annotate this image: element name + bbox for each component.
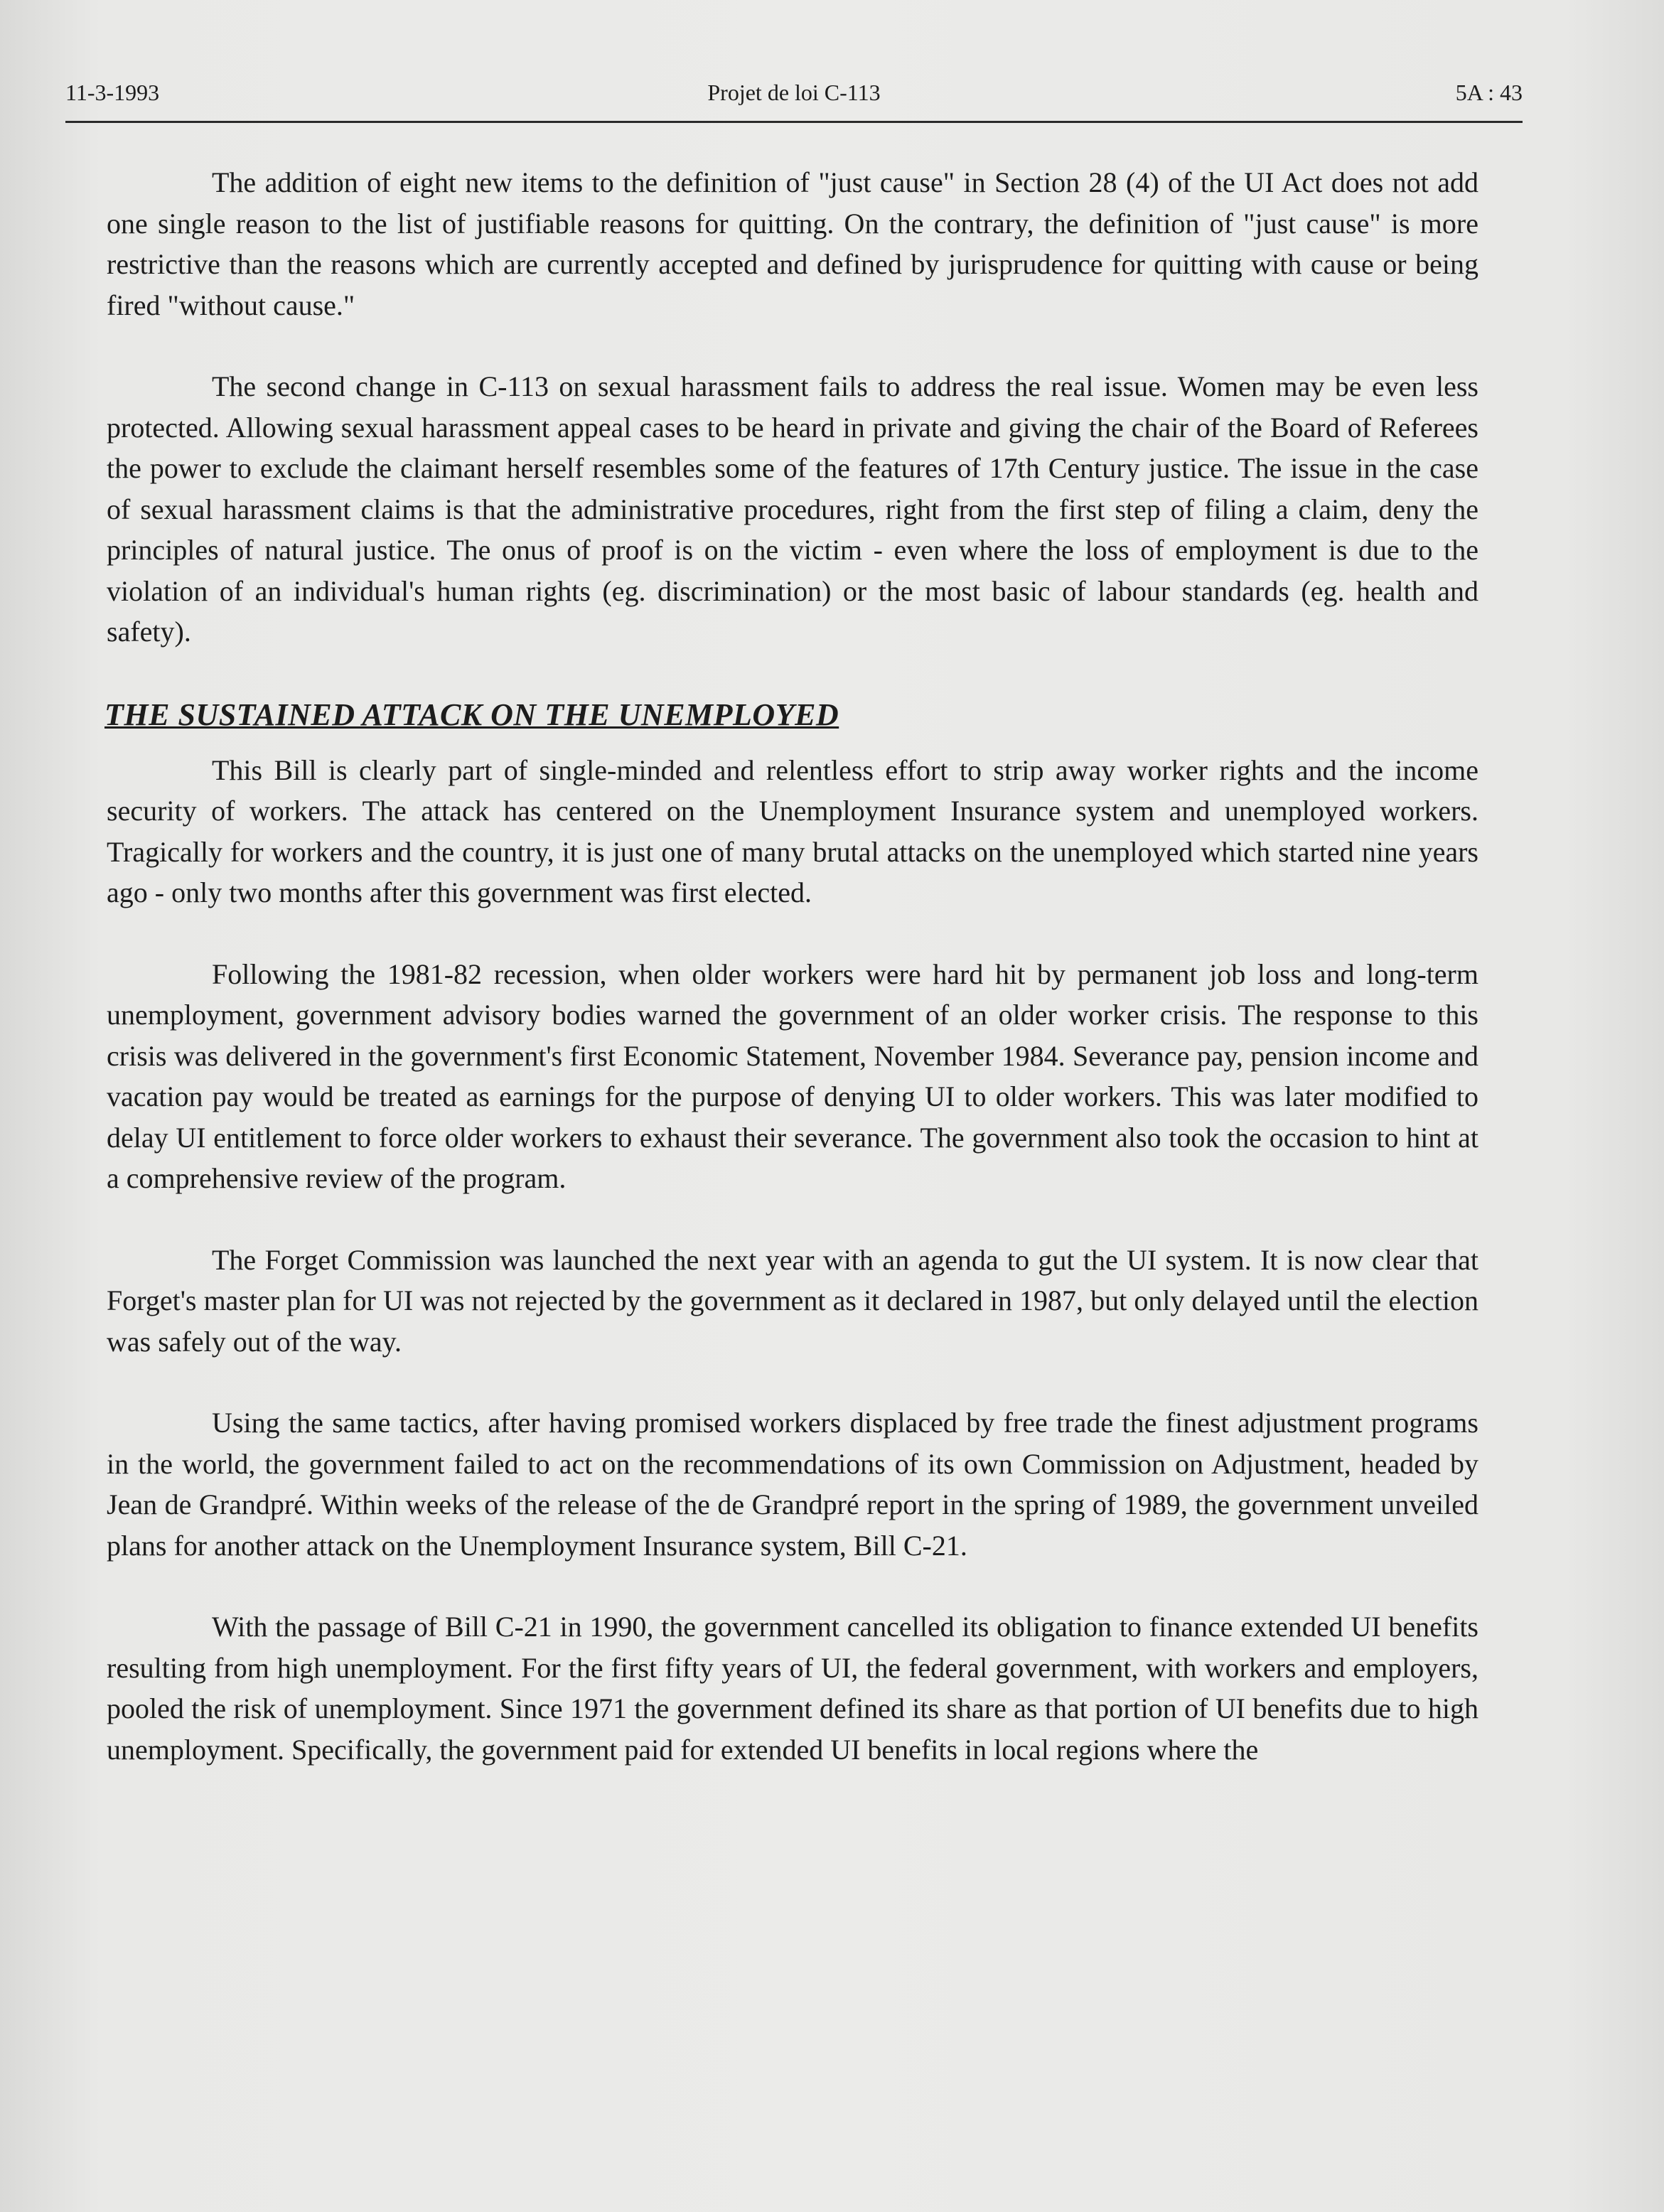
body-paragraph-just-cause: The addition of eight new items to the definition of "just cause" in Section 28 (4) of the UI Act does not add one single reason to the list of justifiable reasons for quitting. On the contrary, the definition of "just cause" is more restrictive than the reasons which are currently accepted and defined by jurisprudence for quitting with cause or being fired "without cause." — [107, 166, 1478, 321]
section-heading: THE SUSTAINED ATTACK ON THE UNEMPLOYED — [104, 697, 839, 732]
header-page-number: 5A : 43 — [1455, 80, 1523, 105]
body-paragraph-forget-commission: The Forget Commission was launched the next year with an agenda to gut the UI system. It is now clear that Forget's master plan for UI was not rejected by the government as it declared in 1987, but only delayed until the election was safely out of the way. — [107, 1243, 1478, 1358]
header-title: Projet de loi C-113 — [707, 80, 881, 105]
body-paragraph-sexual-harassment: The second change in C-113 on sexual harassment fails to address the real issue. Women may be even less protected. Allowing sexual harassment appeal cases to be heard in private and giving the chair of the Board of Referees the power to exclude the claimant herself resembles some of the features of 17th Century justice. The issue in the case of sexual harassment claims is that the administrative procedures, right from the first step of filing a claim, deny the principles of natural justice. The onus of proof is on the victim - even where the loss of employment is due to the violation of an individual's human rights (eg. discrimination) or the most basic of labour standards (eg. health and safety). — [107, 370, 1478, 648]
body-paragraph-bill-c21: With the passage of Bill C-21 in 1990, the government cancelled its obligation to finance extended UI benefits resulting from high unemployment. For the first fifty years of UI, the federal government, with workers and employers, pooled the risk of unemployment. Since 1971 the government defined its share as that portion of UI benefits due to high unemployment. Specifically, the government paid for extended UI benefits in local regions where the — [107, 1611, 1478, 1766]
document-body — [104, 162, 1478, 1770]
body-paragraph-de-grandpre: Using the same tactics, after having promised workers displaced by free trade the finest adjustment programs in the world, the government failed to act on the recommendations of its own Commission on Adjustment, headed by Jean de Grandpré. Within weeks of the release of the de Grandpré report in the spring of 1989, the government unveiled plans for another attack on the Unemployment Insurance system, Bill C-21. — [107, 1407, 1478, 1562]
header-date: 11-3-1993 — [65, 80, 160, 105]
page-header — [65, 74, 1523, 123]
body-paragraph-bill-attack: This Bill is clearly part of single-minded and relentless effort to strip away worker rights and the income security of workers. The attack has centered on the Unemployment Insurance system and unemployed workers. Tragically for workers and the country, it is just one of many brutal attacks on the unemployed which started nine years ago - only two months after this government was first elected. — [107, 753, 1478, 908]
body-paragraph-recession: Following the 1981-82 recession, when older workers were hard hit by permanent job loss and long-term unemployment, government advisory bodies warned the government of an older worker crisis. The response to this crisis was delivered in the government's first Economic Statement, November 1984. Severance pay, pension income and vacation pay would be treated as earnings for the purpose of denying UI to older workers. This was later modified to delay UI entitlement to force older workers to exhaust their severance. The government also took the occasion to hint at a comprehensive review of the program. — [107, 957, 1478, 1194]
